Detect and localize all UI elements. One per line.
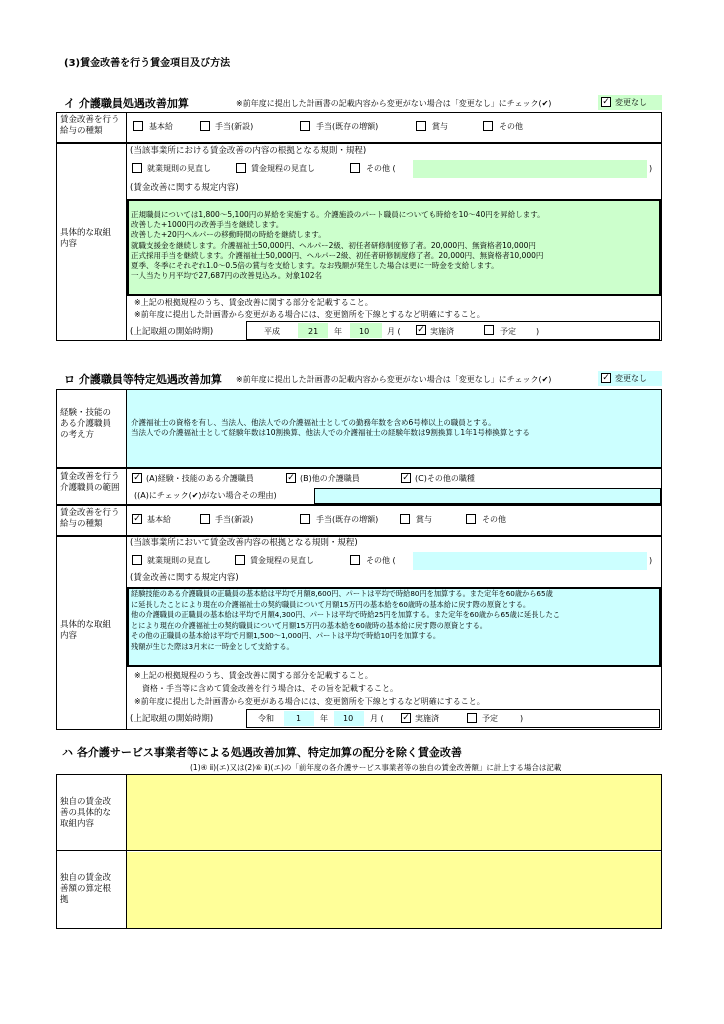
part-i-other-rules-checkbox[interactable] [350,163,360,173]
section-title: (3)賃金改善を行う賃金項目及び方法 [64,58,231,69]
part-ha-row1-label: 独自の賃金改 善の具体的な 取組内容 [60,797,112,829]
end-paren: ) [536,327,540,336]
part-i-other-label: その他 [499,122,523,131]
part-ro-no-change-checkbox[interactable]: ✓ [602,373,610,383]
part-i-basic-pay-checkbox[interactable] [133,121,143,131]
divider [126,389,127,468]
part-i-era: 平成 [264,327,280,336]
part-i-no-change-label: 変更なし [615,98,647,107]
part-i-start-label: (上記取組の開始時期) [130,327,214,337]
part-i-provision-label: (賃金改善に関する規定内容) [130,183,239,193]
part-ro-scope-c-label: (C)その他の職種 [415,474,475,483]
part-ro-done-label: 実施済 [415,714,439,723]
part-i-note: ※前年度に提出した計画書の記載内容から変更がない場合は「変更なし」にチェック(✔) [236,99,552,108]
part-i-specific-label: 具体的な取組 内容 [60,228,112,249]
part-ro-bonus-checkbox[interactable] [400,514,410,524]
part-i-bonus-checkbox[interactable] [416,121,426,131]
part-ro-other-rules-label: その他 ( [366,556,396,565]
part-i-provision-text: 正規職員については1,800～5,100円の昇給を実施する。介護施設のパート職員についても時給を10～40円を昇給します。 改善した+1000円の改善手当を継続します。 改善した+20円ヘルパーの移動時間の時給を継続します。 就職支援金を継続します。介護福祉士50,000円、ヘルパー2級、初任者研修制度修了者。20,000円、無資格者10,000円 正式採用手当を継続します。介護福祉士50,000円、ヘルパー2級、初任者研修制度修了者。20,000円、無資格者10,000円 夏季、冬季にそれぞれ1.0～0.5倍の賞与を支給します。なお残額が発生した場合は更に一時金を支給します。 一人当たり月平均で27,687円の改善見込み。対象102名 [131,210,545,281]
part-ro-experience-text: 介護福祉士の資格を有し、当法人、他法人での介護福祉士としての勤務年数を含め6号棒以上の職員とする。 当法人での介護福祉士として経験年数は10割換算、他法人での介護福祉士の経験年数は9割換算し1年1号棒換算とする [131,418,530,438]
part-ro-existing-allowance-label: 手当(既存の増額) [316,515,379,524]
part-ro-start-label: (上記取組の開始時期) [130,714,214,724]
close-paren: ) [649,556,653,565]
part-i-basic-pay-label: 基本給 [149,122,173,131]
part-ro-new-allowance-label: 手当(新設) [215,515,254,524]
part-i-existing-allowance-label: 手当(既存の増額) [316,122,379,131]
year-unit: 年 [320,714,328,723]
divider [126,468,127,505]
divider [56,850,662,851]
part-ro-wage-rules-checkbox[interactable] [235,555,245,565]
part-ro-experience-label: 経験・技能の ある介護職員 の考え方 [60,408,112,440]
part-i-other-checkbox[interactable] [483,121,493,131]
part-i-note-1: ※上記の根拠規程のうち、賃金改善に関する部分を記載すること。 [134,298,373,307]
part-ro-wage-rules-label: 賃金規程の見直し [250,556,314,565]
part-i-other-rules-label: その他 ( [366,164,396,173]
part-ro-basic-pay-checkbox[interactable]: ✓ [133,514,141,524]
part-i-wage-rules-checkbox[interactable] [236,163,246,173]
part-ro-heading: ロ 介護職員等特定処遇改善加算 [64,373,222,386]
part-ro-era: 令和 [258,714,274,723]
part-ro-note-3: ※前年度に提出した計画書から変更がある場合には、変更箇所を下線とするなど明確にすること。 [134,697,485,706]
part-i-new-allowance-checkbox[interactable] [200,121,210,131]
part-ro-specific-label: 具体的な取組 内容 [60,620,112,641]
part-ro-scope-a-label: (A)経験・技能のある介護職員 [146,474,254,483]
part-i-no-change-checkbox[interactable]: ✓ [602,97,610,107]
close-paren: ) [649,164,653,173]
divider [126,112,127,143]
part-ro-basic-pay-label: 基本給 [147,515,171,524]
part-i-wage-rules-label: 賃金規程の見直し [251,164,315,173]
part-i-year: 21 [308,327,319,336]
part-ro-work-rules-checkbox[interactable] [132,555,142,565]
part-ro-done-checkbox[interactable]: ✓ [402,713,410,723]
part-ro-scope-reason-label: ((A)にチェック(✔)がない場合その理由) [134,491,277,500]
part-ro-rules-heading: (当該事業所において賃金改善内容の根拠となる規則・規程) [130,538,358,548]
part-ro-existing-allowance-checkbox[interactable] [300,514,310,524]
part-i-work-rules-checkbox[interactable] [132,163,142,173]
part-ha-heading: ハ 各介護サービス事業者等による処遇改善加算、特定加算の配分を除く賃金改善 [62,746,462,759]
part-ro-scope-a-checkbox[interactable]: ✓ [133,473,141,483]
part-i-work-rules-label: 就業規則の見直し [147,164,211,173]
part-i-other-rules-input[interactable] [413,160,647,178]
part-ro-note-1: ※上記の根拠規程のうち、賃金改善に関する部分を記載すること。 [134,671,373,680]
part-i-bonus-label: 賞与 [432,122,448,131]
part-i-wage-items-label: 賃金改善を行う 給与の種類 [60,115,120,136]
year-unit: 年 [334,327,342,336]
part-ha-row2-label: 独自の賃金改 善額の算定根 拠 [60,873,112,905]
part-ro-other-label: その他 [482,515,506,524]
part-ha-note: (1)④ ⅱ)(エ)又は(2)⑥ ⅱ)(エ)の「前年度の各介護サービス事業者等の独自の賃金改善額」に計上する場合は記載 [190,763,562,772]
part-ro-month: 10 [343,714,354,723]
part-ro-other-checkbox[interactable] [466,514,476,524]
month-unit: 月 ( [370,714,384,723]
end-paren: ) [520,714,524,723]
part-i-heading: イ 介護職員処遇改善加算 [64,97,189,110]
part-i-planned-label: 予定 [500,327,516,336]
part-ro-note: ※前年度に提出した計画書の記載内容から変更がない場合は「変更なし」にチェック(✔) [236,375,552,384]
part-ro-work-rules-label: 就業規則の見直し [147,556,211,565]
part-ro-wage-items-label: 賃金改善を行う 給与の種類 [60,508,120,529]
part-ro-scope-b-checkbox[interactable]: ✓ [287,473,295,483]
part-ro-planned-label: 予定 [482,714,498,723]
part-ro-note-2: 資格・手当等に含めて賃金改善を行う場合は、その旨を記載すること。 [134,684,398,693]
part-ro-provision-label: (賃金改善に関する規定内容) [130,573,239,583]
part-ha-row2-field[interactable] [127,852,661,928]
part-ro-bonus-label: 賞与 [416,515,432,524]
part-ro-year: 1 [296,714,302,723]
part-ro-provision-text: 経験技能のある介護職員の正職員の基本給は平均で月額8,600円、パートは平均で時給80円を加算する。また定年を60歳から65歳 に延長したことにより現在の介護福祉士の契約職員について月額15万円の基本給を60歳時の基本給に戻す際の原資とする。 他の介護職員の正職員の基本給は平均で月額4,300円、パートは平均で時給25円を加算する。また定年を60歳から65歳に延長したこ とにより現在の介護福祉士の契約職員について月額15万円の基本給を60歳時の基本給に戻す際の原資とする。 その他の正職員の基本給は平均で月額1,500～1,000円、パートは平均で時給10円を加算する。 残額が生じた際は3月末に一時金として支給する。 [131,589,560,651]
part-ro-other-rules-checkbox[interactable] [350,555,360,565]
part-ro-scope-b-label: (B)他の介護職員 [300,474,360,483]
part-i-rules-heading: (当該事業所における賃金改善の内容の根拠となる規則・規程) [130,146,367,156]
part-i-month: 10 [359,327,370,336]
part-i-note-2: ※前年度に提出した計画書から変更がある場合には、変更箇所を下線とするなど明確にすること。 [134,310,485,319]
part-i-planned-checkbox[interactable] [484,325,494,335]
part-i-done-label: 実施済 [430,327,454,336]
part-ro-scope-label: 賃金改善を行う 介護職員の範囲 [60,472,120,493]
part-ro-scope-c-checkbox[interactable]: ✓ [402,473,410,483]
part-i-existing-allowance-checkbox[interactable] [300,121,310,131]
divider [126,774,127,929]
part-ha-row1-field[interactable] [127,775,661,850]
part-i-done-checkbox[interactable]: ✓ [417,325,425,335]
part-ro-new-allowance-checkbox[interactable] [200,514,210,524]
part-ro-scope-reason-input[interactable] [314,488,661,504]
divider [126,505,127,536]
part-ro-other-rules-input[interactable] [413,552,647,570]
part-ro-planned-checkbox[interactable] [467,713,477,723]
part-ro-no-change-label: 変更なし [615,374,647,383]
part-i-new-allowance-label: 手当(新設) [215,122,254,131]
month-unit: 月 ( [387,327,401,336]
